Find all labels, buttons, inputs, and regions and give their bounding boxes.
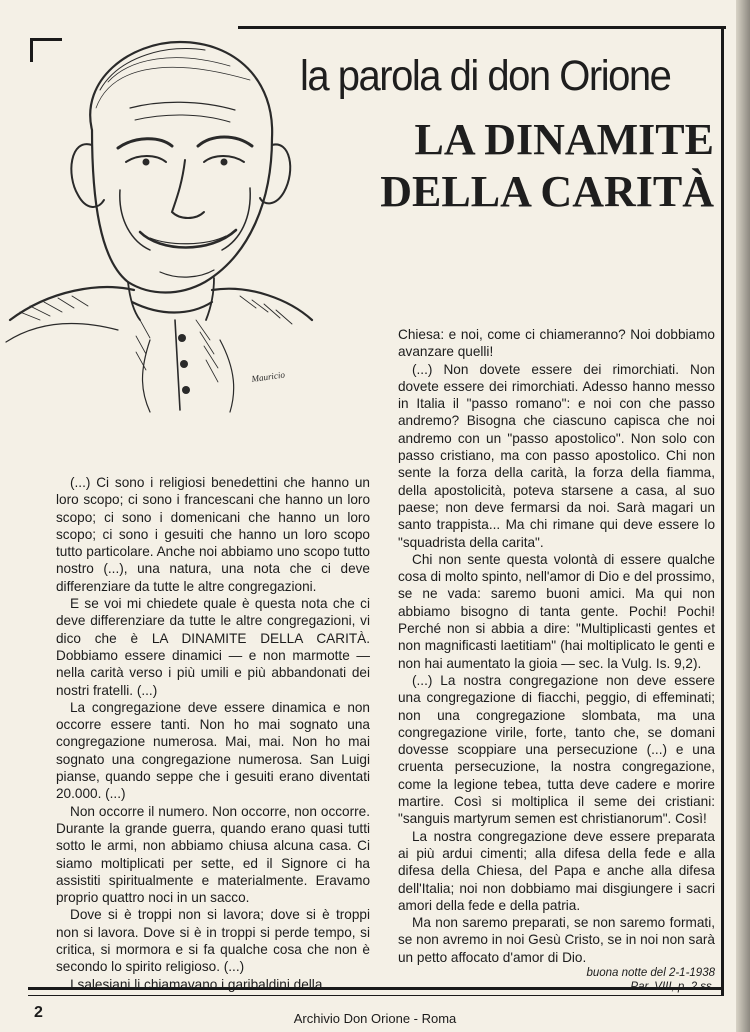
paragraph: Chi non sente questa volontà di essere qualche cosa di molto spinto, nell'amor di Dio e del prossimo, se ne vada: saremo buoni amici. Ma qui non abbiamo bisogno di tanta gente. Pochi! Pochi! Perché non si abbia a dire: "Multiplicasti gentes et non magnificasti laetitiam" (hai moltiplicato le genti e non hai aumentato la gioia — sec. la Vulg. Is. 9,2).	[398, 551, 715, 671]
right-rule	[721, 26, 724, 996]
source-reference: Par. VIII, p. 2 ss.	[630, 980, 715, 993]
artist-signature: Mauricio	[250, 369, 286, 384]
right-column	[398, 326, 715, 994]
article-title	[330, 114, 714, 218]
source-citation	[398, 966, 715, 994]
page-edge-shadow	[736, 0, 750, 1032]
archive-credit: Archivio Don Orione - Roma	[293, 1011, 457, 1026]
paragraph: E se voi mi chiedete quale è questa nota che ci deve differenziare da tutte le altre congregazioni, vi dico che è LA DINAMITE DELLA CARITÀ. Dobbiamo essere dinamici — e non marmotte — nella carità verso i più umili e più abbandonati dei nostri fratelli. (...)	[56, 596, 370, 698]
left-column	[56, 474, 370, 993]
paragraph: (...) La nostra congregazione non deve essere una congregazione di fiacchi, peggio, di effeminati; non una congregazione slombata, ma una congregazione virile, forte, tanto che, se domani dovesse scoppiare una persecuzione (...) e una cruenta persecuzione, la nostra congregazione, come la legione tebea, tutta deve cadere e morire martire. Così si moltiplica il seme dei cristiani: "sanguis martyrum semen est christianorum". Così!	[398, 672, 715, 827]
section-kicker: la parola di don Orione	[300, 52, 671, 100]
portrait-illustration	[0, 20, 330, 415]
paragraph-continuation: Chiesa: e noi, come ci chiameranno? Noi dobbiamo avanzare quelli!	[398, 327, 715, 360]
title-line-1: LA DINAMITE	[414, 115, 714, 164]
paragraph: La congregazione deve essere dinamica e non occorre essere tanti. Non ho mai sognato una congregazione numerosa. Mai, mai. Non ho mai sognato una congregazione numerosa. San Luigi pianse, quando seppe che i gesuiti erano diventati 20.000. (...)	[56, 699, 370, 802]
paragraph: Non occorre il numero. Non occorre, non occorre. Durante la grande guerra, quando erano quasi tutti sotto le armi, non abbiamo chiusa alcuna casa. Ci siamo moltiplicati per sette, ed il Signore ci ha assistiti spiritualmente e materialmente. Eravamo proprio quattro noci in un sacco.	[56, 803, 370, 906]
paragraph: (...) Non dovete essere dei rimorchiati. Non dovete essere dei rimorchiati. Adesso hanno messo in Italia il "passo romano": e noi con che passo andremo? Bisogna che ciascuno capisca che noi andremo con un "passo apostolico". Non solo con passo cristiano, ma con passo apostolico. Chi non sente la forza della carità, la forza della fiamma, della apostolicità, poteva starsene a casa, al suo paese; non deve fermarsi da noi. Sarà magari un santo trappista... Ma chi rimane qui deve essere lo "squadrista della carita".	[398, 361, 715, 550]
paragraph: Ma non saremo preparati, se non saremo formati, se non avremo in noi Gesù Cristo, se in noi non sarà un petto affocato d'amor di Dio.	[398, 915, 715, 965]
paragraph: La nostra congregazione deve essere preparata ai più ardui cimenti; alla difesa della fede e alla difesa della Chiesa, del Papa e anche alla difesa dell'Italia; noi non dobbiamo mai disgiungere i sacri amori della fede e della patria.	[398, 828, 715, 913]
title-line-2: DELLA CARITÀ	[380, 167, 714, 216]
page-number: 2	[34, 1004, 43, 1021]
source-date: buona notte del 2-1-1938	[586, 966, 715, 979]
paragraph: (...) Ci sono i religiosi benedettini che hanno un loro scopo; ci sono i francescani che hanno un loro scopo; ci sono i domenicani che hanno un loro scopo; ci sono i gesuiti che hanno un loro scopo tutto particolare. Anche noi abbiamo uno scopo tutto nostro (...), una natura, una nota che ci deve differenziare da tutte le altre congregazioni.	[56, 475, 370, 594]
paragraph: Dove si è troppi non si lavora; dove si è troppi non si lavora. Dove si è in troppi si perde tempo, si critica, si mormora e si fa qualche cosa che non è secondo lo spirito religioso. (...)	[56, 907, 370, 975]
paragraph: I salesiani li chiamavano i garibaldini della	[70, 976, 323, 992]
